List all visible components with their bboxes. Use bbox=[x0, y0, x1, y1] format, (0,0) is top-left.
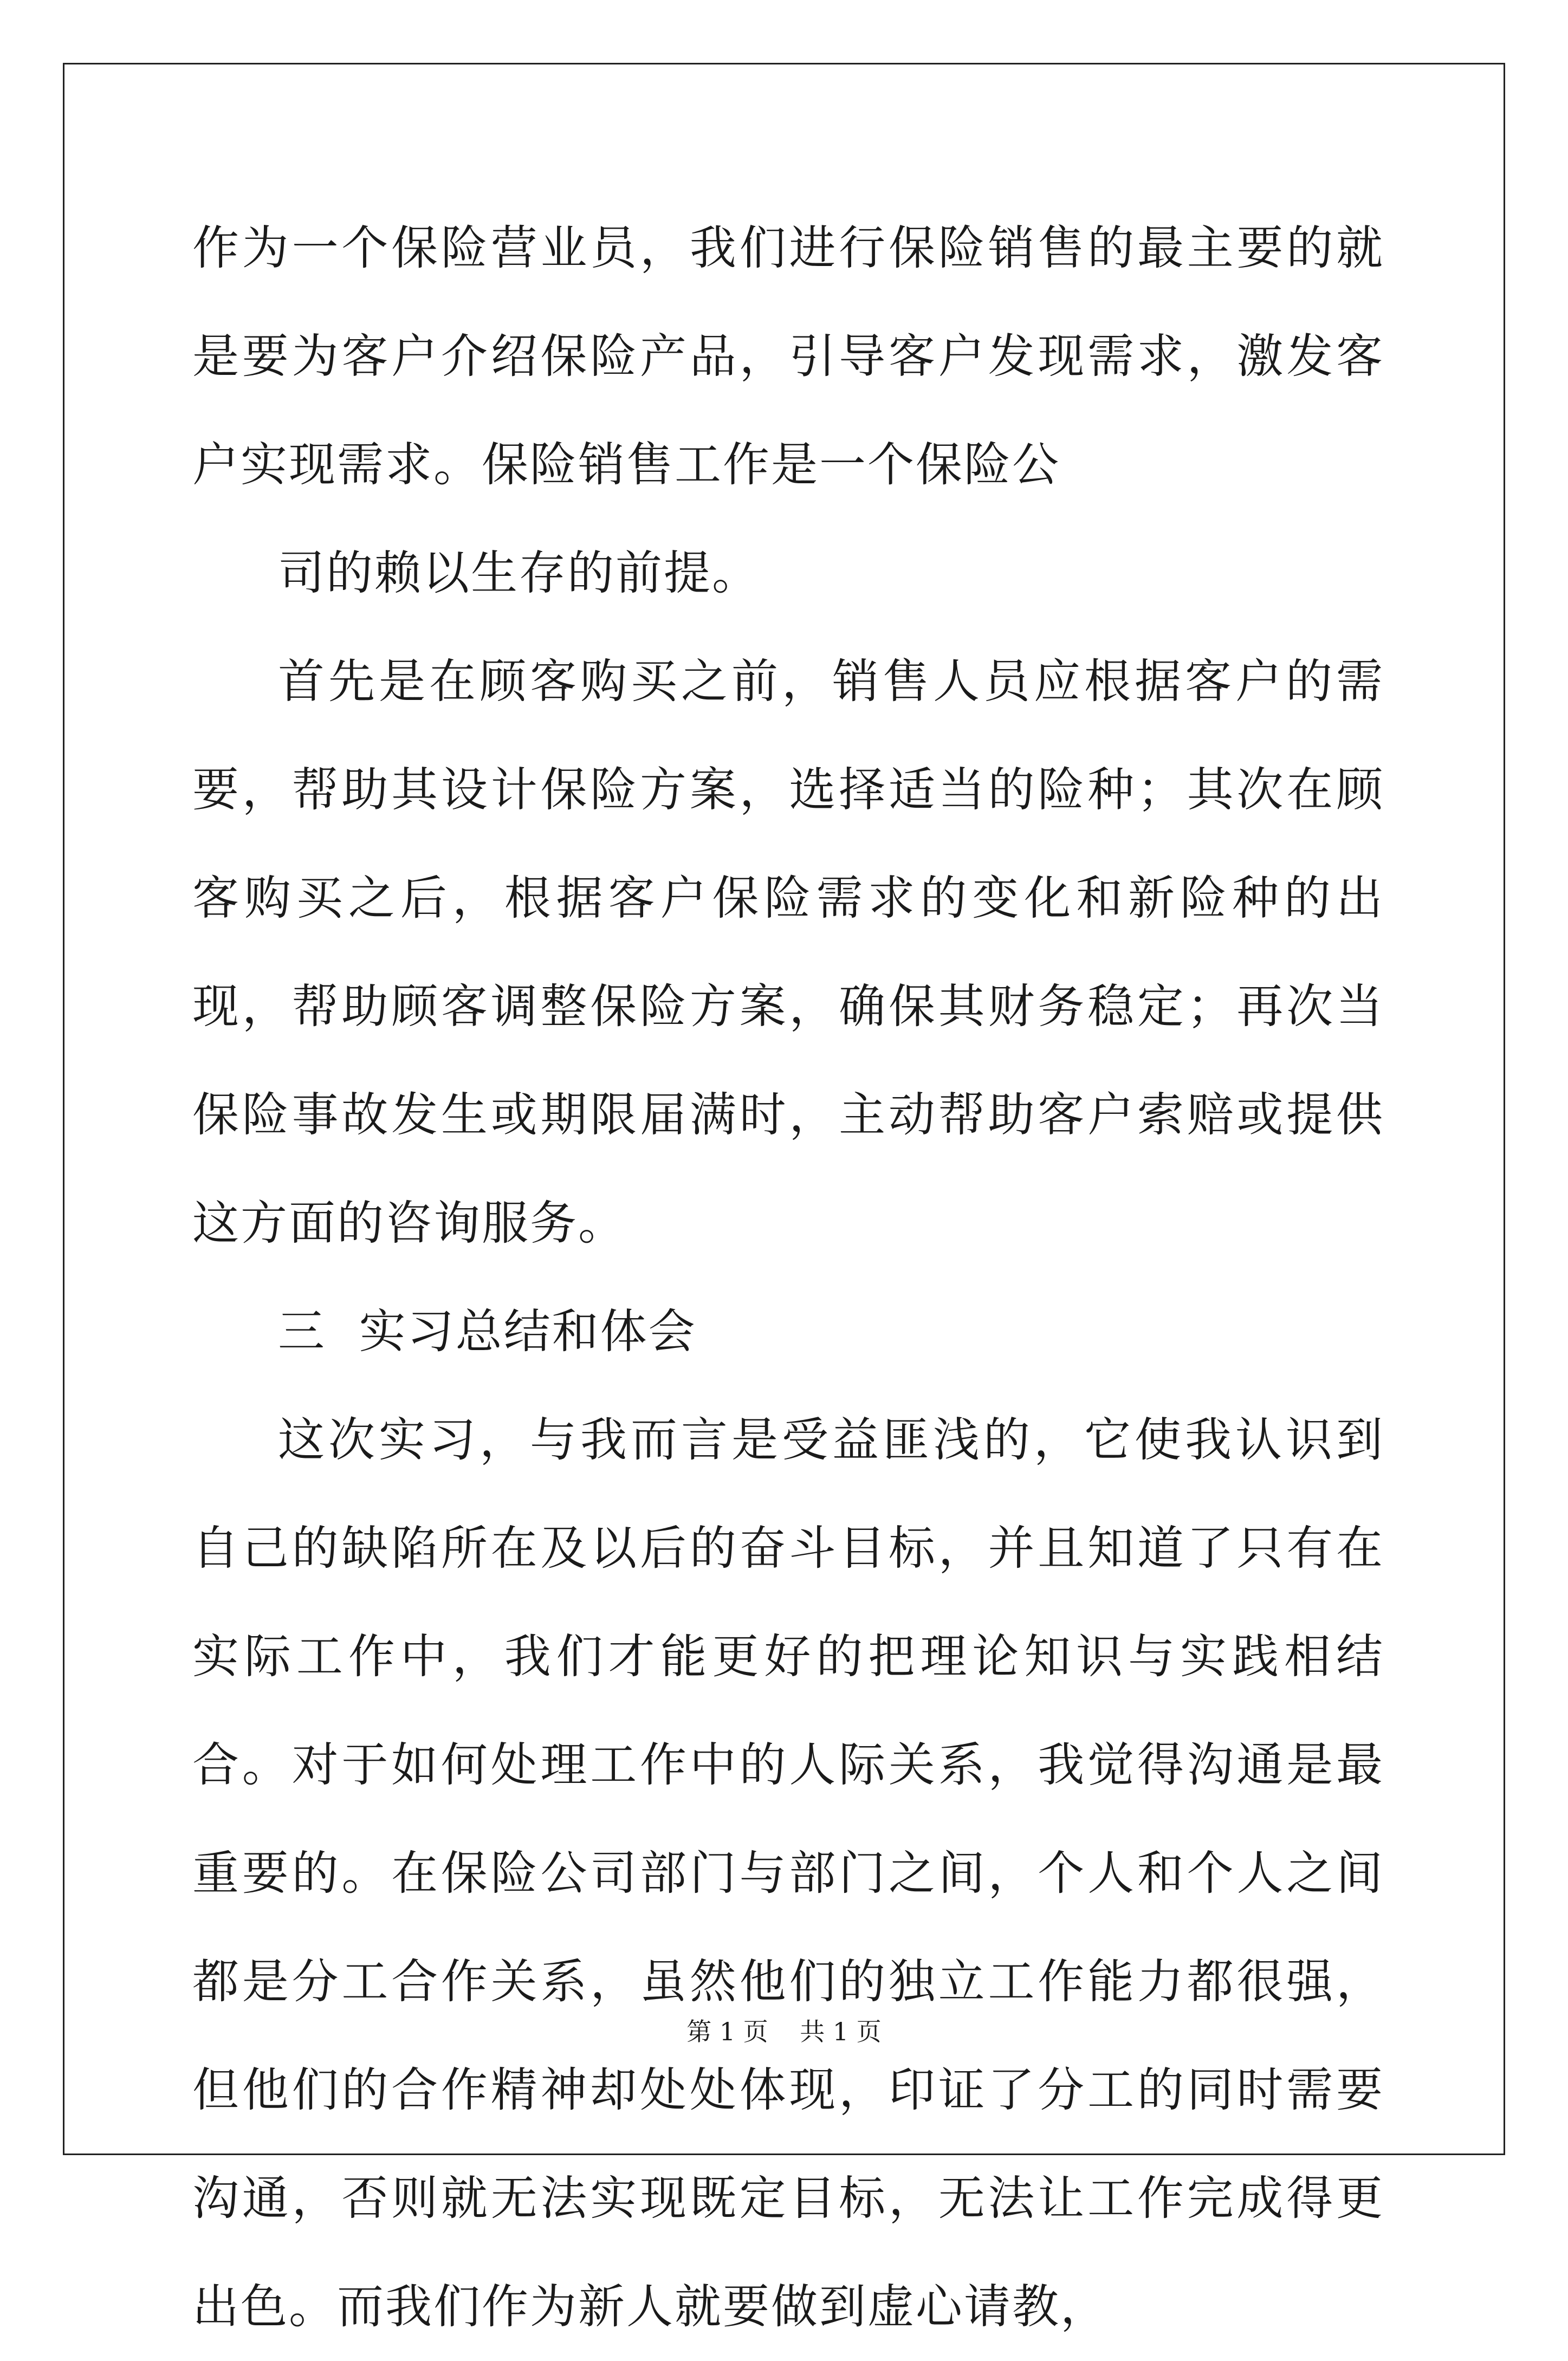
page-footer bbox=[0, 2015, 1568, 2048]
paragraph-1: 作为一个保险营业员，我们进行保险销售的最主要的就是要为客户介绍保险产品，引导客户发现需求，激发客户实现需求。保险销售工作是一个保险公 bbox=[192, 221, 1384, 492]
page-number-label: 第 1 页 共 1 页 bbox=[686, 2017, 882, 2046]
paragraph-3: 首先是在顾客购买之前，销售人员应根据客户的需要，帮助其设计保险方案，选择适当的险种；其次在顾客购买之后，根据客户保险需求的变化和新险种的出现，帮助顾客调整保险方案，确保其财务稳定；再次当保险事故发生或期限届满时，主动帮助客户索赔或提供这方面的咨询服务。 bbox=[192, 654, 1384, 1250]
paragraph-2: 司的赖以生存的前提。 bbox=[278, 546, 760, 600]
paragraph-4: 这次实习，与我而言是受益匪浅的，它使我认识到自己的缺陷所在及以后的奋斗目标，并且知道了只有在实际工作中，我们才能更好的把理论知识与实践相结合。对于如何处理工作中的人际关系，我觉得沟通是最重要的。在保险公司部门与部门之间，个人和个人之间都是分工合作关系，虽然他们的独立工作能力都很强，但他们的合作精神却处处体现，印证了分工的同时需要沟通，否则就无法实现既定目标，无法让工作完成得更出色。而我们作为新人就要做到虚心请教， bbox=[192, 1413, 1384, 2334]
section-heading: 三 实习总结和体会 bbox=[278, 1305, 697, 1359]
